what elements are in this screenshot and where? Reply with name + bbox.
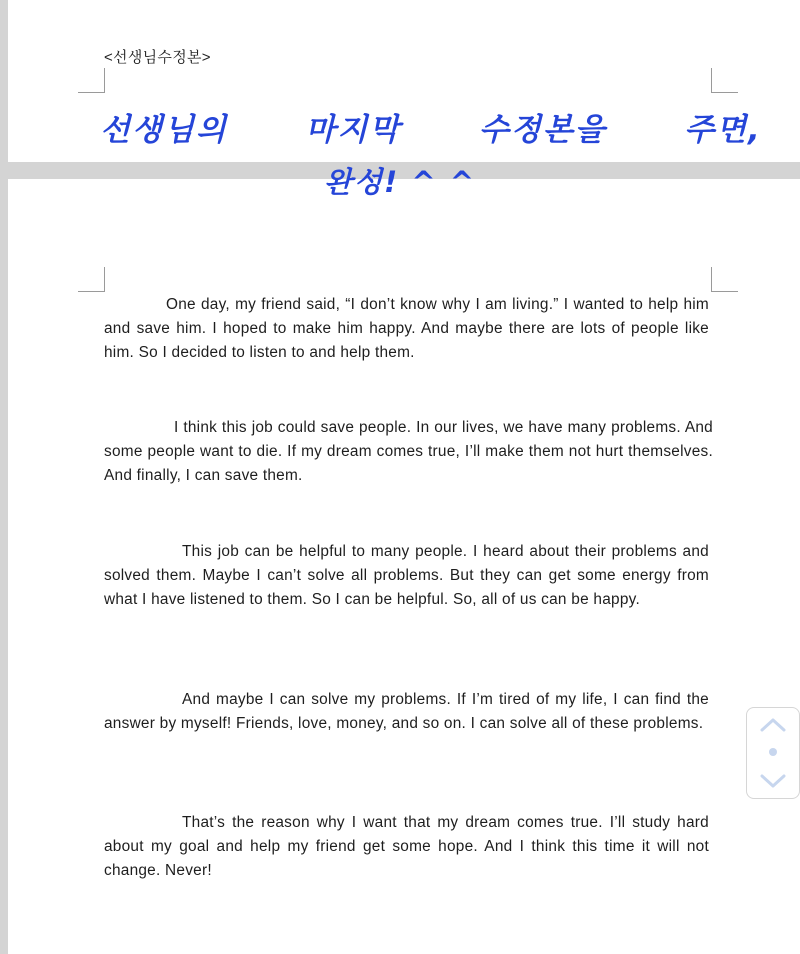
header-label: <선생님수정본> xyxy=(104,49,211,66)
chevron-up-icon xyxy=(760,717,786,733)
page-down-button[interactable] xyxy=(759,772,787,790)
margin-corner-mark xyxy=(711,68,738,93)
page-navigation-widget xyxy=(746,707,800,799)
essay-paragraph-5: That’s the reason why I want that my dream comes true. I’ll study hard about my goal and help my friend get some hope. And I think this time it will not change. Never! xyxy=(104,814,709,880)
essay-paragraph-1: One day, my friend said, “I don’t know why I am living.” I wanted to help him and save him. I hoped to make him happy. And maybe there are lots of people like him. So I decided to listen to and help them. xyxy=(104,296,709,362)
handwritten-annotation-line-2: 완성! ^ ^ xyxy=(323,165,477,199)
margin-corner-mark xyxy=(78,267,105,292)
dot-icon[interactable] xyxy=(769,748,777,756)
handwritten-annotation-line-1: 선생님의 마지막 수정본을 주면, xyxy=(100,112,762,148)
essay-paragraph-4: And maybe I can solve my problems. If I’m tired of my life, I can find the answer by myself! Friends, love, money, and so on. I can solve all of these problems. xyxy=(104,691,709,733)
margin-corner-mark xyxy=(78,68,105,93)
essay-paragraph-2: I think this job could save people. In our lives, we have many problems. And some people want to die. If my dream comes true, I’ll make them not hurt themselves. And finally, I can save them. xyxy=(104,419,713,485)
page-up-button[interactable] xyxy=(759,716,787,734)
essay-paragraph-3: This job can be helpful to many people. I heard about their problems and solved them. Maybe I can’t solve all problems. But they can get some energy from what I have listened to them. So I can be helpful. So, all of us can be happy. xyxy=(104,543,709,609)
chevron-down-icon xyxy=(760,773,786,789)
margin-corner-mark xyxy=(711,267,738,292)
